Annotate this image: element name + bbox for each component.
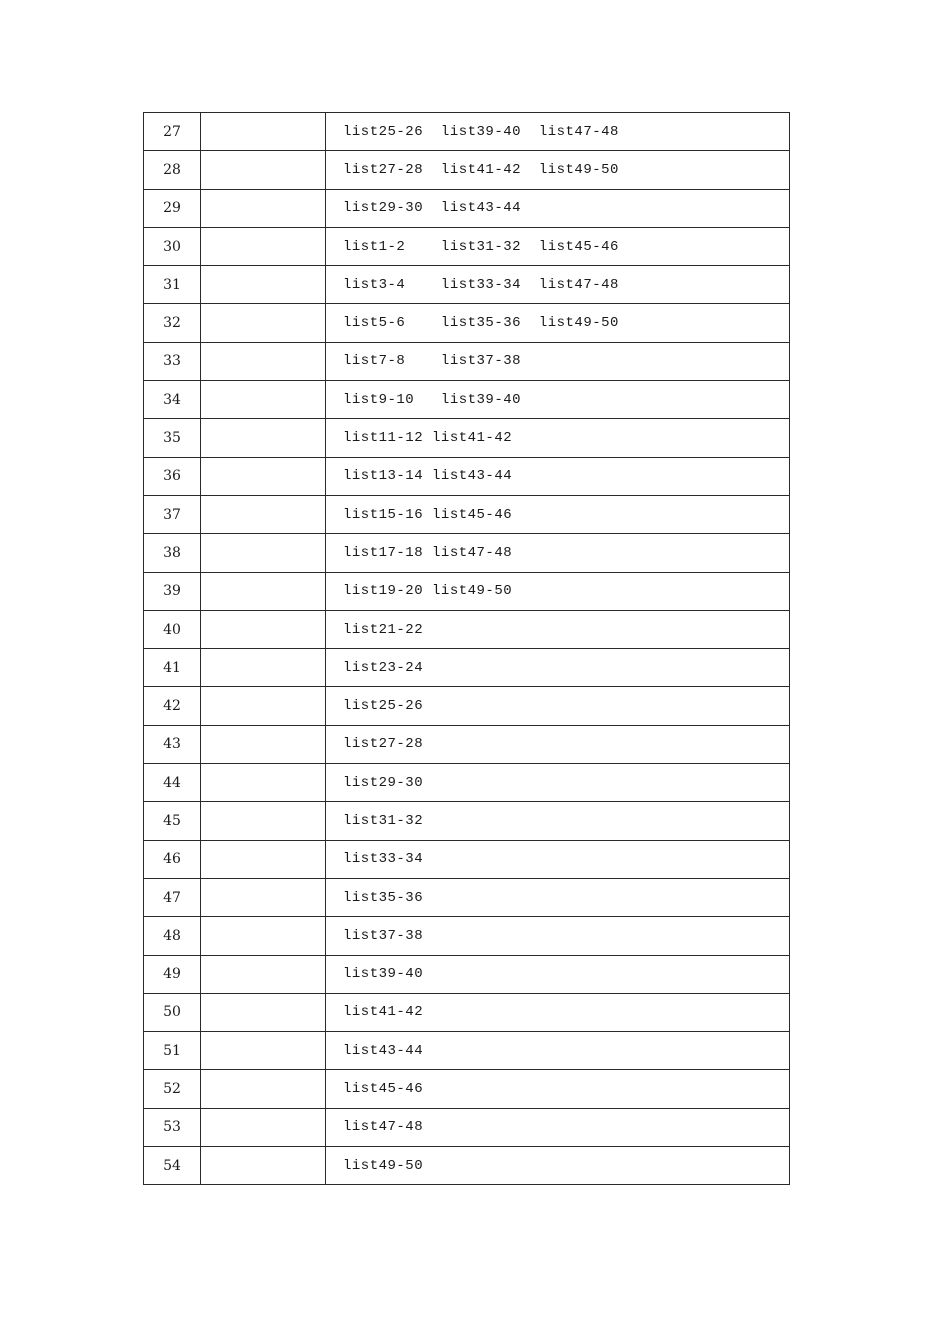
table-row: [144, 1108, 790, 1146]
list-ranges-cell: list19-20 list49-50: [326, 572, 790, 610]
empty-cell: [201, 189, 326, 227]
row-number-cell: 27: [144, 113, 201, 151]
empty-cell: [201, 687, 326, 725]
row-number-cell: 34: [144, 381, 201, 419]
row-number-cell: 30: [144, 227, 201, 265]
row-number-cell: 29: [144, 189, 201, 227]
list-ranges-cell: list15-16 list45-46: [326, 495, 790, 533]
empty-cell: [201, 764, 326, 802]
list-ranges-cell: list9-10 list39-40: [326, 381, 790, 419]
empty-cell: [201, 227, 326, 265]
table-row: [144, 993, 790, 1031]
list-ranges-cell: list27-28 list41-42 list49-50: [326, 151, 790, 189]
table-row: [144, 687, 790, 725]
row-number-cell: 51: [144, 1032, 201, 1070]
empty-cell: [201, 1147, 326, 1185]
empty-cell: [201, 993, 326, 1031]
empty-cell: [201, 802, 326, 840]
schedule-table-body: [144, 113, 790, 1185]
empty-cell: [201, 917, 326, 955]
table-row: [144, 572, 790, 610]
row-number-cell: 39: [144, 572, 201, 610]
empty-cell: [201, 151, 326, 189]
list-ranges-cell: list5-6 list35-36 list49-50: [326, 304, 790, 342]
table-row: [144, 840, 790, 878]
row-number-cell: 41: [144, 649, 201, 687]
row-number-cell: 31: [144, 266, 201, 304]
empty-cell: [201, 840, 326, 878]
empty-cell: [201, 955, 326, 993]
row-number-cell: 54: [144, 1147, 201, 1185]
table-row: [144, 1070, 790, 1108]
list-ranges-cell: list27-28: [326, 725, 790, 763]
table-row: [144, 878, 790, 916]
empty-cell: [201, 266, 326, 304]
list-ranges-cell: list49-50: [326, 1147, 790, 1185]
empty-cell: [201, 1108, 326, 1146]
list-ranges-cell: list17-18 list47-48: [326, 534, 790, 572]
table-row: [144, 495, 790, 533]
table-row: [144, 457, 790, 495]
row-number-cell: 42: [144, 687, 201, 725]
empty-cell: [201, 457, 326, 495]
table-row: [144, 1147, 790, 1185]
list-ranges-cell: list31-32: [326, 802, 790, 840]
empty-cell: [201, 534, 326, 572]
row-number-cell: 53: [144, 1108, 201, 1146]
list-ranges-cell: list3-4 list33-34 list47-48: [326, 266, 790, 304]
list-ranges-cell: list45-46: [326, 1070, 790, 1108]
table-row: [144, 1032, 790, 1070]
list-ranges-cell: list47-48: [326, 1108, 790, 1146]
table-row: [144, 113, 790, 151]
list-ranges-cell: list23-24: [326, 649, 790, 687]
table-row: [144, 227, 790, 265]
row-number-cell: 43: [144, 725, 201, 763]
empty-cell: [201, 572, 326, 610]
empty-cell: [201, 878, 326, 916]
table-row: [144, 342, 790, 380]
row-number-cell: 52: [144, 1070, 201, 1108]
row-number-cell: 44: [144, 764, 201, 802]
row-number-cell: 33: [144, 342, 201, 380]
list-ranges-cell: list43-44: [326, 1032, 790, 1070]
list-ranges-cell: list29-30: [326, 764, 790, 802]
list-ranges-cell: list21-22: [326, 610, 790, 648]
empty-cell: [201, 1032, 326, 1070]
empty-cell: [201, 1070, 326, 1108]
empty-cell: [201, 649, 326, 687]
table-row: [144, 534, 790, 572]
row-number-cell: 40: [144, 610, 201, 648]
row-number-cell: 37: [144, 495, 201, 533]
list-ranges-cell: list13-14 list43-44: [326, 457, 790, 495]
row-number-cell: 38: [144, 534, 201, 572]
row-number-cell: 46: [144, 840, 201, 878]
empty-cell: [201, 304, 326, 342]
list-ranges-cell: list25-26 list39-40 list47-48: [326, 113, 790, 151]
row-number-cell: 36: [144, 457, 201, 495]
empty-cell: [201, 113, 326, 151]
row-number-cell: 48: [144, 917, 201, 955]
row-number-cell: 49: [144, 955, 201, 993]
list-ranges-cell: list29-30 list43-44: [326, 189, 790, 227]
list-ranges-cell: list7-8 list37-38: [326, 342, 790, 380]
table-row: [144, 917, 790, 955]
table-row: [144, 266, 790, 304]
table-row: [144, 419, 790, 457]
row-number-cell: 28: [144, 151, 201, 189]
empty-cell: [201, 419, 326, 457]
schedule-table: [143, 112, 790, 1185]
list-ranges-cell: list33-34: [326, 840, 790, 878]
list-ranges-cell: list1-2 list31-32 list45-46: [326, 227, 790, 265]
table-row: [144, 649, 790, 687]
empty-cell: [201, 725, 326, 763]
list-ranges-cell: list37-38: [326, 917, 790, 955]
table-row: [144, 189, 790, 227]
empty-cell: [201, 342, 326, 380]
list-ranges-cell: list41-42: [326, 993, 790, 1031]
table-row: [144, 802, 790, 840]
row-number-cell: 50: [144, 993, 201, 1031]
table-row: [144, 955, 790, 993]
list-ranges-cell: list25-26: [326, 687, 790, 725]
table-row: [144, 381, 790, 419]
table-row: [144, 610, 790, 648]
list-ranges-cell: list35-36: [326, 878, 790, 916]
table-row: [144, 725, 790, 763]
row-number-cell: 32: [144, 304, 201, 342]
table-row: [144, 764, 790, 802]
list-ranges-cell: list11-12 list41-42: [326, 419, 790, 457]
table-row: [144, 304, 790, 342]
empty-cell: [201, 381, 326, 419]
empty-cell: [201, 495, 326, 533]
row-number-cell: 45: [144, 802, 201, 840]
empty-cell: [201, 610, 326, 648]
row-number-cell: 35: [144, 419, 201, 457]
row-number-cell: 47: [144, 878, 201, 916]
list-ranges-cell: list39-40: [326, 955, 790, 993]
table-row: [144, 151, 790, 189]
